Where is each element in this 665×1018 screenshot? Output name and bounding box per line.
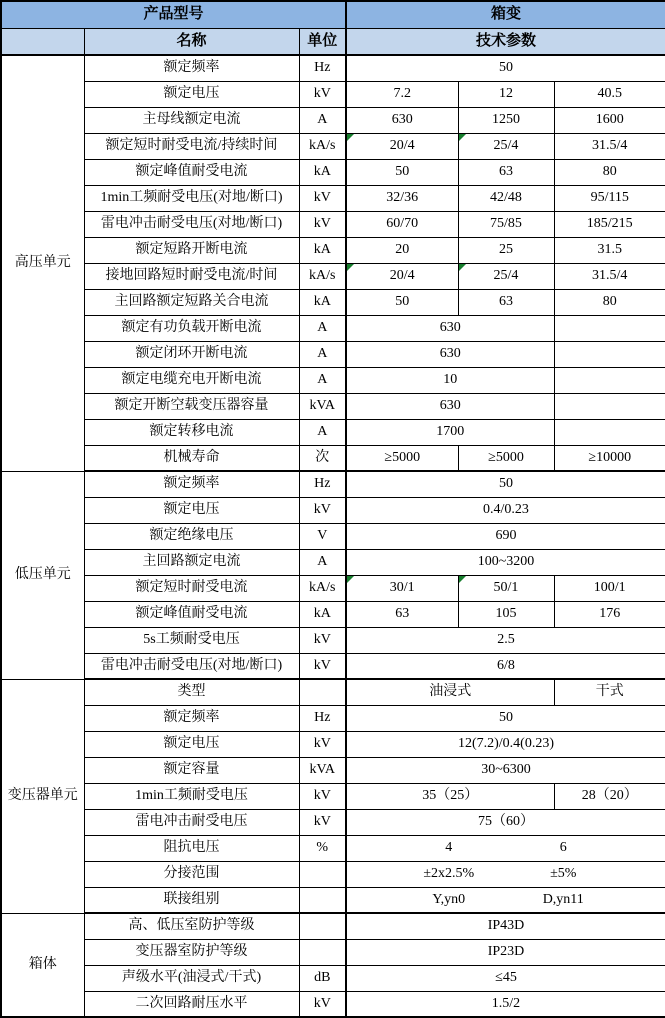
unit-cell: dB [299, 965, 346, 991]
unit-cell: A [299, 367, 346, 393]
spec-row [1, 81, 665, 107]
unit-cell [299, 679, 346, 705]
param-name-cell: 额定闭环开断电流 [84, 341, 299, 367]
unit-cell: kV [299, 653, 346, 679]
param-name-cell: 额定电缆充电开断电流 [84, 367, 299, 393]
value-cell: 63 [458, 289, 554, 315]
unit-cell: kV [299, 991, 346, 1017]
spec-row [1, 679, 665, 705]
corner-cell [1, 28, 84, 55]
dual-value-group [392, 892, 621, 908]
value-cell: 32/36 [346, 185, 458, 211]
unit-cell: kA [299, 159, 346, 185]
params-column-header: 技术参数 [346, 28, 665, 55]
value-cell: 28（20） [554, 783, 665, 809]
param-name-cell: 主母线额定电流 [84, 107, 299, 133]
unit-cell: V [299, 523, 346, 549]
value-cell: 80 [554, 289, 665, 315]
value-cell [554, 315, 665, 341]
param-name-cell: 5s工频耐受电压 [84, 627, 299, 653]
unit-cell: % [299, 835, 346, 861]
value-cell: 690 [346, 523, 665, 549]
value-cell [554, 367, 665, 393]
value-cell: 1600 [554, 107, 665, 133]
column-header-row [1, 28, 665, 55]
product-model-header: 产品型号 [1, 1, 346, 28]
value-cell: 185/215 [554, 211, 665, 237]
spec-row [1, 653, 665, 679]
value-cell: 105 [458, 601, 554, 627]
param-name-cell: 额定开断空载变压器容量 [84, 393, 299, 419]
value-cell: 95/115 [554, 185, 665, 211]
unit-cell: A [299, 315, 346, 341]
param-name-cell: 1min工频耐受电压 [84, 783, 299, 809]
spec-row [1, 705, 665, 731]
value-cell: 12 [458, 81, 554, 107]
unit-cell: kV [299, 497, 346, 523]
param-name-cell: 雷电冲击耐受电压(对地/断口) [84, 653, 299, 679]
spec-row [1, 523, 665, 549]
spec-row [1, 783, 665, 809]
spec-row [1, 263, 665, 289]
value-cell: 60/70 [346, 211, 458, 237]
spec-row [1, 731, 665, 757]
value-cell-dual [346, 861, 665, 887]
spec-row [1, 627, 665, 653]
value-cell: 6/8 [346, 653, 665, 679]
value-cell: 12(7.2)/0.4(0.23) [346, 731, 665, 757]
section-label: 低压单元 [1, 471, 84, 679]
value-cell: 1700 [346, 419, 554, 445]
unit-cell: kA [299, 601, 346, 627]
param-name-cell: 额定短路开断电流 [84, 237, 299, 263]
dual-value-group [392, 840, 621, 856]
value-text: D,yn11 [542, 891, 584, 907]
param-name-cell: 雷电冲击耐受电压 [84, 809, 299, 835]
value-cell: 1.5/2 [346, 991, 665, 1017]
spec-row [1, 55, 665, 81]
value-cell: IP43D [346, 913, 665, 939]
value-cell: 80 [554, 159, 665, 185]
section-label: 高压单元 [1, 55, 84, 471]
value-cell: 630 [346, 393, 554, 419]
param-name-cell: 额定频率 [84, 55, 299, 81]
value-cell: IP23D [346, 939, 665, 965]
value-cell: 1250 [458, 107, 554, 133]
comment-marker-icon [347, 576, 354, 583]
param-name-cell: 额定转移电流 [84, 419, 299, 445]
spec-row [1, 341, 665, 367]
value-cell: 25 [458, 237, 554, 263]
unit-cell: kV [299, 731, 346, 757]
value-cell: 30/1 [346, 575, 458, 601]
param-name-cell: 额定峰值耐受电流 [84, 159, 299, 185]
value-cell: 25/4 [458, 133, 554, 159]
unit-cell: Hz [299, 705, 346, 731]
unit-cell: kV [299, 211, 346, 237]
spec-row [1, 601, 665, 627]
value-cell: 干式 [554, 679, 665, 705]
value-cell [554, 419, 665, 445]
value-cell: 176 [554, 601, 665, 627]
value-cell: 10 [346, 367, 554, 393]
unit-cell: kA/s [299, 133, 346, 159]
unit-column-header: 单位 [299, 28, 346, 55]
unit-cell: Hz [299, 471, 346, 497]
spec-row [1, 497, 665, 523]
unit-cell [299, 913, 346, 939]
value-cell: 630 [346, 107, 458, 133]
value-cell: ≥10000 [554, 445, 665, 471]
param-name-cell: 变压器室防护等级 [84, 939, 299, 965]
value-cell: 7.2 [346, 81, 458, 107]
value-cell: ≥5000 [346, 445, 458, 471]
param-name-cell: 额定频率 [84, 471, 299, 497]
value-cell: 50 [346, 55, 665, 81]
param-name-cell: 额定电压 [84, 731, 299, 757]
value-text: 6 [559, 839, 567, 855]
spec-row [1, 393, 665, 419]
param-name-cell: 二次回路耐压水平 [84, 991, 299, 1017]
value-cell: ≥5000 [458, 445, 554, 471]
value-cell: 100/1 [554, 575, 665, 601]
param-name-cell: 额定绝缘电压 [84, 523, 299, 549]
spec-row [1, 159, 665, 185]
param-name-cell: 1min工频耐受电压(对地/断口) [84, 185, 299, 211]
value-cell: 50 [346, 159, 458, 185]
param-name-cell: 主回路额定短路关合电流 [84, 289, 299, 315]
comment-marker-icon [347, 264, 354, 271]
section-label: 箱体 [1, 913, 84, 1017]
spec-row [1, 835, 665, 861]
value-cell: 50/1 [458, 575, 554, 601]
unit-cell [299, 939, 346, 965]
param-name-cell: 分接范围 [84, 861, 299, 887]
unit-cell: kA/s [299, 263, 346, 289]
value-cell: 油浸式 [346, 679, 554, 705]
param-name-cell: 高、低压室防护等级 [84, 913, 299, 939]
unit-cell: 次 [299, 445, 346, 471]
spec-row [1, 887, 665, 913]
unit-cell: kA [299, 237, 346, 263]
name-column-header: 名称 [84, 28, 299, 55]
value-cell-dual [346, 887, 665, 913]
value-cell: 63 [458, 159, 554, 185]
value-cell: 50 [346, 471, 665, 497]
value-cell: 20/4 [346, 263, 458, 289]
value-cell: 2.5 [346, 627, 665, 653]
value-cell: 31.5/4 [554, 263, 665, 289]
spec-row [1, 185, 665, 211]
value-cell: 100~3200 [346, 549, 665, 575]
param-name-cell: 额定峰值耐受电流 [84, 601, 299, 627]
unit-cell: A [299, 341, 346, 367]
param-name-cell: 额定容量 [84, 757, 299, 783]
spec-row [1, 445, 665, 471]
value-cell: 75（60） [346, 809, 665, 835]
value-cell: 35（25） [346, 783, 554, 809]
value-cell: 630 [346, 341, 554, 367]
spec-row [1, 419, 665, 445]
comment-marker-icon [347, 134, 354, 141]
param-name-cell: 联接组别 [84, 887, 299, 913]
comment-marker-icon [459, 576, 466, 583]
spec-row [1, 237, 665, 263]
spec-row [1, 913, 665, 939]
spec-row [1, 757, 665, 783]
value-cell [554, 341, 665, 367]
unit-cell [299, 861, 346, 887]
value-cell: 63 [346, 601, 458, 627]
unit-cell [299, 887, 346, 913]
unit-cell: kVA [299, 757, 346, 783]
unit-cell: kV [299, 81, 346, 107]
param-name-cell: 额定有功负载开断电流 [84, 315, 299, 341]
param-name-cell: 额定短时耐受电流 [84, 575, 299, 601]
param-name-cell: 机械寿命 [84, 445, 299, 471]
value-cell: 30~6300 [346, 757, 665, 783]
unit-cell: kV [299, 627, 346, 653]
title-row [1, 1, 665, 28]
param-name-cell: 额定电压 [84, 497, 299, 523]
param-name-cell: 雷电冲击耐受电压(对地/断口) [84, 211, 299, 237]
spec-row [1, 367, 665, 393]
value-cell: 50 [346, 705, 665, 731]
dual-value-group [392, 866, 621, 882]
param-name-cell: 额定电压 [84, 81, 299, 107]
unit-cell: kA/s [299, 575, 346, 601]
unit-cell: kV [299, 185, 346, 211]
value-text: ±5% [550, 865, 577, 881]
unit-cell: kV [299, 809, 346, 835]
spec-row [1, 289, 665, 315]
value-cell [554, 393, 665, 419]
spec-row [1, 861, 665, 887]
spec-row [1, 939, 665, 965]
product-type-header: 箱变 [346, 1, 665, 28]
value-cell: 40.5 [554, 81, 665, 107]
value-cell: 20/4 [346, 133, 458, 159]
spec-table-body [1, 55, 665, 1017]
param-name-cell: 声级水平(油浸式/干式) [84, 965, 299, 991]
value-cell: 75/85 [458, 211, 554, 237]
comment-marker-icon [459, 134, 466, 141]
section-label: 变压器单元 [1, 679, 84, 913]
param-name-cell: 额定频率 [84, 705, 299, 731]
param-name-cell: 阻抗电压 [84, 835, 299, 861]
unit-cell: A [299, 549, 346, 575]
param-name-cell: 额定短时耐受电流/持续时间 [84, 133, 299, 159]
value-cell: 630 [346, 315, 554, 341]
param-name-cell: 接地回路短时耐受电流/时间 [84, 263, 299, 289]
unit-cell: kA [299, 289, 346, 315]
value-cell: ≤45 [346, 965, 665, 991]
spec-row [1, 965, 665, 991]
spec-row [1, 471, 665, 497]
spec-row [1, 809, 665, 835]
value-text: 4 [445, 839, 453, 855]
value-cell: 20 [346, 237, 458, 263]
value-cell-dual [346, 835, 665, 861]
value-cell: 31.5/4 [554, 133, 665, 159]
unit-cell: A [299, 419, 346, 445]
unit-cell: Hz [299, 55, 346, 81]
value-cell: 50 [346, 289, 458, 315]
spec-row [1, 107, 665, 133]
spec-row [1, 549, 665, 575]
spec-row [1, 315, 665, 341]
unit-cell: A [299, 107, 346, 133]
value-text: Y,yn0 [432, 891, 466, 907]
value-cell: 0.4/0.23 [346, 497, 665, 523]
value-cell: 42/48 [458, 185, 554, 211]
value-cell: 25/4 [458, 263, 554, 289]
spec-row [1, 133, 665, 159]
spec-row [1, 575, 665, 601]
value-cell: 31.5 [554, 237, 665, 263]
spec-row [1, 991, 665, 1017]
spec-row [1, 211, 665, 237]
comment-marker-icon [459, 264, 466, 271]
param-name-cell: 类型 [84, 679, 299, 705]
value-text: ±2x2.5% [423, 865, 475, 881]
unit-cell: kVA [299, 393, 346, 419]
unit-cell: kV [299, 783, 346, 809]
param-name-cell: 主回路额定电流 [84, 549, 299, 575]
